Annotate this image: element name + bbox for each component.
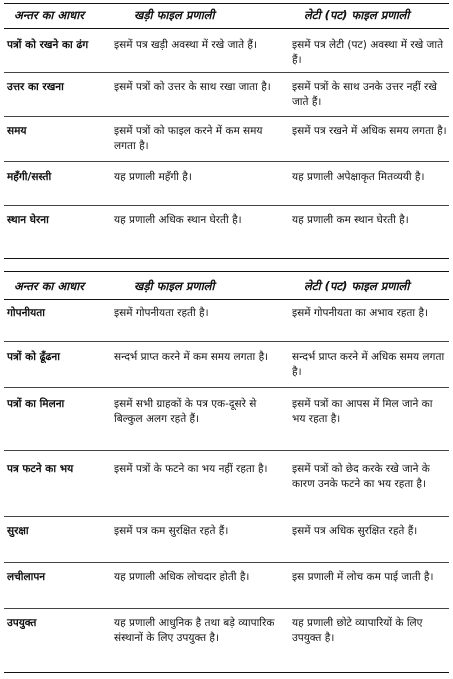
row-vertical: इसमें पत्रों को फाइल करने में कम समय लगता है। xyxy=(114,125,263,152)
row-horizontal: इसमें गोपनीयता का अभाव रहता है। xyxy=(292,307,429,319)
row-basis: पत्रों को रखने का ढंग xyxy=(7,39,89,51)
row-horizontal: इसमें पत्रों का आपस में मिल जाने का भय रहता है। xyxy=(292,398,433,425)
row-basis: समय xyxy=(7,125,27,137)
row-basis: लचीलापन xyxy=(7,571,46,583)
row-vertical: इसमें पत्र खड़ी अवस्था में रखे जाते हैं। xyxy=(114,39,257,51)
table-bottom-rule xyxy=(4,258,449,259)
row-vertical: यह प्रणाली अधिक स्थान घेरती है। xyxy=(114,214,242,226)
row-divider xyxy=(4,116,449,117)
row-horizontal: इस प्रणाली में लोच कम पाई जाती है। xyxy=(292,571,434,583)
row-horizontal: यह प्रणाली अपेक्षाकृत मितव्ययी है। xyxy=(292,171,425,183)
row-divider xyxy=(4,205,449,206)
row-vertical: इसमें पत्र कम सुरक्षित रहते हैं। xyxy=(114,525,229,537)
header-basis: अन्तर का आधार xyxy=(14,8,84,22)
row-vertical: सन्दर्भ प्राप्त करने में कम समय लगता है। xyxy=(114,351,269,363)
comparison-table-2 xyxy=(4,270,449,675)
header-basis: अन्तर का आधार xyxy=(14,279,84,293)
table-top-rule xyxy=(4,271,449,272)
row-horizontal: यह प्रणाली कम स्थान घेरती है। xyxy=(292,214,409,226)
row-horizontal: यह प्रणाली छोटे व्यापारियों के लिए उपयुक्त है। xyxy=(292,617,423,644)
row-horizontal: इसमें पत्रों के साथ उनके उत्तर नहीं रखे जाते हैं। xyxy=(292,81,437,108)
row-vertical: इसमें गोपनीयता रहती है। xyxy=(114,307,209,319)
header-rule xyxy=(4,28,449,29)
row-vertical: इसमें पत्रों को उत्तर के साथ रखा जाता है। xyxy=(114,81,271,93)
row-vertical: इसमें सभी ग्राहकों के पत्र एक-दूसरे से बिल्कुल अलग रहते हैं। xyxy=(114,398,257,425)
row-divider xyxy=(4,387,449,388)
row-vertical: इसमें पत्रों के फटने का भय नहीं रहता है। xyxy=(114,463,268,475)
row-basis: महँगी/सस्ती xyxy=(7,171,52,183)
row-basis: पत्रों का मिलना xyxy=(7,398,65,410)
row-horizontal: इसमें पत्र लेटी (पट) अवस्था में रखे जाते हैं। xyxy=(292,39,444,66)
row-basis: स्थान घेरना xyxy=(7,214,49,226)
row-horizontal: सन्दर्भ प्राप्त करने में अधिक समय लगता है। xyxy=(292,351,445,378)
row-basis: सुरक्षा xyxy=(7,525,29,537)
row-divider xyxy=(4,608,449,609)
row-basis: पत्र फटने का भय xyxy=(7,463,74,475)
header-vertical-filing: खड़ी फाइल प्रणाली xyxy=(134,279,215,293)
table-top-rule xyxy=(4,3,449,4)
header-horizontal-filing: लेटी (पट) फाइल प्रणाली xyxy=(304,279,410,293)
row-divider xyxy=(4,562,449,563)
comparison-table-1 xyxy=(4,0,449,262)
header-rule xyxy=(4,299,449,300)
row-divider xyxy=(4,341,449,342)
row-horizontal: इसमें पत्र अधिक सुरक्षित रहते हैं। xyxy=(292,525,418,537)
header-horizontal-filing: लेटी (पट) फाइल प्रणाली xyxy=(304,8,410,22)
row-basis: पत्रों को ढूँढना xyxy=(7,351,60,363)
row-basis: उत्तर का रखना xyxy=(7,81,64,93)
row-vertical: यह प्रणाली महँगी है। xyxy=(114,171,192,183)
row-vertical: यह प्रणाली अधिक लोचदार होती है। xyxy=(114,571,250,583)
row-horizontal: इसमें पत्रों को छेद करके रखे जाने के कारण उनके फटने का भय रहता है। xyxy=(292,463,430,490)
row-divider xyxy=(4,450,449,451)
row-divider xyxy=(4,72,449,73)
header-vertical-filing: खड़ी फाइल प्रणाली xyxy=(134,8,215,22)
table-bottom-rule xyxy=(4,672,449,673)
row-vertical: यह प्रणाली आधुनिक है तथा बड़े व्यापारिक संस्थानों के लिए उपयुक्त है। xyxy=(114,617,275,644)
row-divider xyxy=(4,516,449,517)
row-divider xyxy=(4,161,449,162)
row-horizontal: इसमें पत्र रखने में अधिक समय लगता है। xyxy=(292,125,447,137)
row-basis: उपयुक्त xyxy=(7,617,37,629)
row-basis: गोपनीयता xyxy=(7,307,45,319)
